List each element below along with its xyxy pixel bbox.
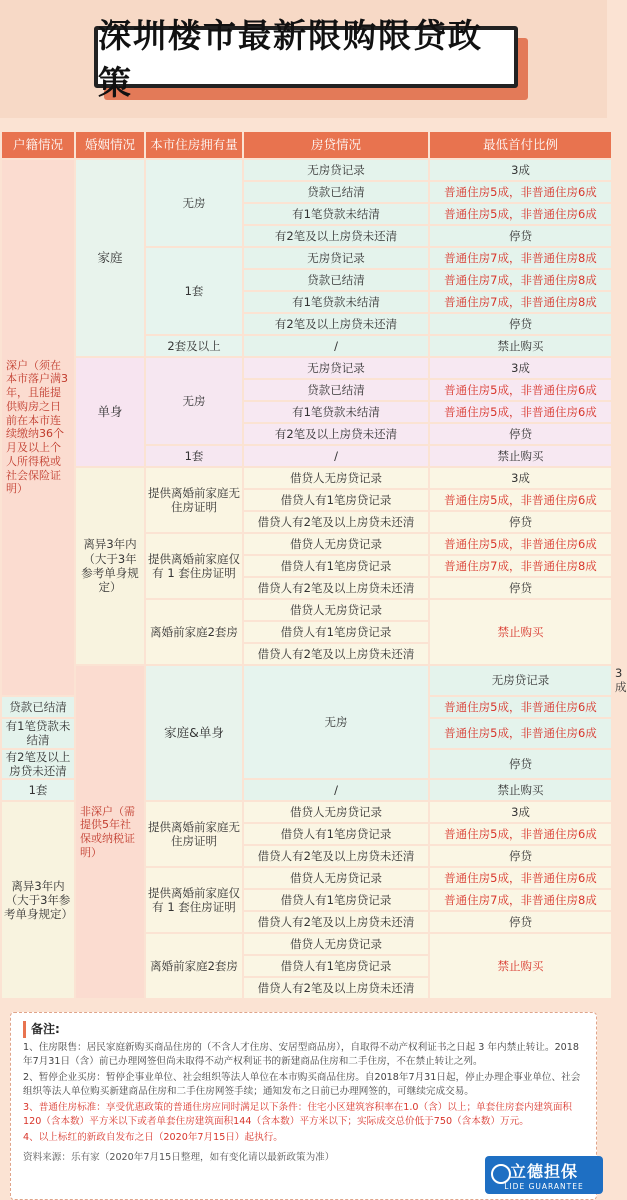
- ratio-cell: 普通住房5成，非普通住房6成: [430, 402, 611, 422]
- loan-cell: 借贷人有1笔房贷记录: [244, 956, 428, 976]
- ratio-cell: 普通住房7成，非普通住房8成: [430, 556, 611, 576]
- owned-div-one: 提供离婚前家庭仅有 1 套住房证明: [146, 534, 242, 598]
- owned-div-two: 离婚前家庭2套房: [146, 934, 242, 998]
- table-row: [2, 468, 613, 488]
- note-2: 2、暂停企业买房：暂停企事业单位、社会组织等法人单位在本市购买商品住房。自2018年7月31日起，停止办理企事业单位、社会组织等法人单位购买新建商品住房和二手住房网签手续；通知发布之日前已办理网签的，可继续完成交易。: [23, 1072, 581, 1098]
- marriage-divorced: 离异3年内（大于3年参考单身规定）: [2, 802, 74, 998]
- loan-cell: 借贷人无房贷记录: [244, 934, 428, 954]
- ratio-cell: 禁止购买: [430, 600, 611, 664]
- ratio-cell: 禁止购买: [430, 934, 611, 998]
- notes-title: 备注:: [23, 1021, 584, 1038]
- owned-none: 无房: [146, 358, 242, 444]
- divorce-label: 离异3年内（大于3年参考单身规定）: [81, 537, 139, 595]
- note-4: 4、以上标红的新政自发布之日（2020年7月15日）起执行。: [23, 1131, 283, 1143]
- header-loan: 房贷情况: [244, 132, 428, 158]
- ratio-cell: 普通住房5成，非普通住房6成: [430, 490, 611, 510]
- header-ratio: 最低首付比例: [430, 132, 611, 158]
- loan-cell: 借贷人有1笔房贷记录: [244, 890, 428, 910]
- loan-cell: 有2笔及以上房贷未还清: [244, 424, 428, 444]
- owned-div-one: 提供离婚前家庭仅有 1 套住房证明: [146, 868, 242, 932]
- loan-cell: 借贷人无房贷记录: [244, 468, 428, 488]
- owned-two-plus: 2套及以上: [146, 336, 242, 356]
- table-row: [2, 358, 613, 378]
- loan-cell: 无房贷记录: [244, 358, 428, 378]
- owned-one: 1套: [2, 780, 74, 800]
- ratio-cell: 普通住房5成，非普通住房6成: [430, 204, 611, 224]
- ratio-cell: 3成: [430, 468, 611, 488]
- loan-cell: 有1笔贷款未结清: [244, 204, 428, 224]
- ratio-cell: 普通住房5成，非普通住房6成: [430, 824, 611, 844]
- loan-cell: 借贷人有2笔及以上房贷未还清: [244, 978, 428, 998]
- header-hukou: 户籍情况: [2, 132, 74, 158]
- ratio-cell: 停贷: [430, 512, 611, 532]
- ratio-cell: 普通住房7成，非普通住房8成: [430, 270, 611, 290]
- marriage-divorced: [76, 468, 144, 664]
- loan-cell: /: [244, 446, 428, 466]
- loan-cell: 贷款已结清: [244, 182, 428, 202]
- note-1: 1、住房限售：居民家庭新购买商品住房的（不含人才住房、安居型商品房），自取得不动产权利证书之日起 3 年内禁止转让。2018年7月31日（含）前已办理网签但尚未取得不动产权利证书的新建商品住房和二手住房，不在禁止转让之列。: [23, 1042, 579, 1068]
- ratio-cell: 普通住房5成，非普通住房6成: [430, 719, 611, 748]
- logo-mark-icon: [491, 1164, 511, 1184]
- hukou-sz: 深户（须在本市落户满3年，且能提供购房之日前在本市连续缴纳36个月及以上个人所得税或社会保险证明）: [2, 160, 74, 695]
- loan-cell: 借贷人无房贷记录: [244, 600, 428, 620]
- ratio-cell: 3成: [430, 802, 611, 822]
- ratio-cell: 3成: [430, 160, 611, 180]
- page-title: 深圳楼市最新限购限贷政策: [94, 26, 518, 88]
- ratio-cell: 停贷: [430, 846, 611, 866]
- loan-cell: 有1笔贷款未结清: [244, 402, 428, 422]
- loan-cell: 借贷人无房贷记录: [244, 868, 428, 888]
- ratio-cell: 禁止购买: [430, 780, 611, 800]
- loan-cell: 借贷人有2笔及以上房贷未还清: [244, 578, 428, 598]
- ratio-cell: 普通住房5成，非普通住房6成: [430, 534, 611, 554]
- loan-cell: 贷款已结清: [2, 697, 74, 717]
- loan-cell: 借贷人有2笔及以上房贷未还清: [244, 912, 428, 932]
- loan-cell: /: [244, 336, 428, 356]
- ratio-cell: 普通住房5成，非普通住房6成: [430, 380, 611, 400]
- loan-cell: 借贷人无房贷记录: [244, 534, 428, 554]
- loan-cell: 贷款已结清: [244, 270, 428, 290]
- loan-cell: 有1笔贷款未结清: [2, 719, 74, 748]
- ratio-cell: 停贷: [430, 750, 611, 779]
- hukou-nsz: 非深户（需提供5年社保或纳税证明）: [76, 666, 144, 998]
- loan-cell: 贷款已结清: [244, 380, 428, 400]
- loan-cell: 无房贷记录: [430, 666, 611, 695]
- ratio-cell: 停贷: [430, 912, 611, 932]
- loan-cell: 有1笔贷款未结清: [244, 292, 428, 312]
- owned-one: 1套: [146, 248, 242, 334]
- header-marriage: 婚姻情况: [76, 132, 144, 158]
- owned-div-none: 提供离婚前家庭无住房证明: [146, 802, 242, 866]
- policy-table: [0, 130, 627, 1000]
- loan-cell: 借贷人有2笔及以上房贷未还清: [244, 846, 428, 866]
- ratio-cell: 禁止购买: [430, 336, 611, 356]
- ratio-cell: 普通住房5成，非普通住房6成: [430, 697, 611, 717]
- table-row: 非深户（需提供5年社保或纳税证明） 家庭&单身 无房 无房贷记录 3成: [2, 666, 613, 695]
- marriage-family: 家庭: [76, 160, 144, 356]
- loan-cell: 有2笔及以上房贷未还清: [244, 226, 428, 246]
- loan-cell: /: [244, 780, 428, 800]
- ratio-cell: 普通住房7成，非普通住房8成: [430, 890, 611, 910]
- ratio-cell: 停贷: [430, 424, 611, 444]
- table-row: [2, 160, 613, 180]
- owned-one: 1套: [146, 446, 242, 466]
- loan-cell: 有2笔及以上房贷未还清: [244, 314, 428, 334]
- owned-none: 无房: [146, 160, 242, 246]
- loan-cell: 借贷人有1笔房贷记录: [244, 824, 428, 844]
- loan-cell: 无房贷记录: [244, 248, 428, 268]
- loan-cell: 借贷人有1笔房贷记录: [244, 490, 428, 510]
- owned-div-none: 提供离婚前家庭无住房证明: [146, 468, 242, 532]
- note-3: 3、普通住房标准：享受优惠政策的普通住房应同时满足以下条件：住宅小区建筑容积率在1.0（含）以上；单套住房套内建筑面积120（含本数）平方米以下或者单套住房建筑面积144（含本数）平方米以下；实际成交总价低于750（含本数）万元。: [23, 1102, 573, 1127]
- owned-div-two: 离婚前家庭2套房: [146, 600, 242, 664]
- ratio-cell: 普通住房7成，非普通住房8成: [430, 248, 611, 268]
- logo-english: LIDE GUARANTEE: [504, 1182, 584, 1191]
- brand-logo: [485, 1156, 603, 1194]
- ratio-cell: 普通住房5成，非普通住房6成: [430, 182, 611, 202]
- loan-cell: 无房贷记录: [244, 160, 428, 180]
- marriage-single: 单身: [76, 358, 144, 466]
- logo-name: 立德担保: [509, 1162, 578, 1181]
- loan-cell: 借贷人有2笔及以上房贷未还清: [244, 512, 428, 532]
- source-note: 资料来源：乐有家（2020年7月15日整理，如有变化请以最新政策为准）: [23, 1151, 335, 1163]
- ratio-cell: 停贷: [430, 578, 611, 598]
- title-banner: [0, 0, 607, 118]
- marriage-family-single: 家庭&单身: [146, 666, 242, 800]
- ratio-cell: 停贷: [430, 314, 611, 334]
- table-header-row: [2, 132, 613, 158]
- ratio-cell: 3成: [430, 358, 611, 378]
- loan-cell: 借贷人有2笔及以上房贷未还清: [244, 644, 428, 664]
- loan-cell: 借贷人有1笔房贷记录: [244, 556, 428, 576]
- loan-cell: 有2笔及以上房贷未还清: [2, 750, 74, 779]
- loan-cell: 借贷人有1笔房贷记录: [244, 622, 428, 642]
- ratio-cell: 普通住房5成，非普通住房6成: [430, 868, 611, 888]
- header-owned: 本市住房拥有量: [146, 132, 242, 158]
- ratio-cell: 禁止购买: [430, 446, 611, 466]
- ratio-cell: 停贷: [430, 226, 611, 246]
- ratio-cell: 普通住房7成，非普通住房8成: [430, 292, 611, 312]
- owned-none: 无房: [244, 666, 428, 778]
- loan-cell: 借贷人无房贷记录: [244, 802, 428, 822]
